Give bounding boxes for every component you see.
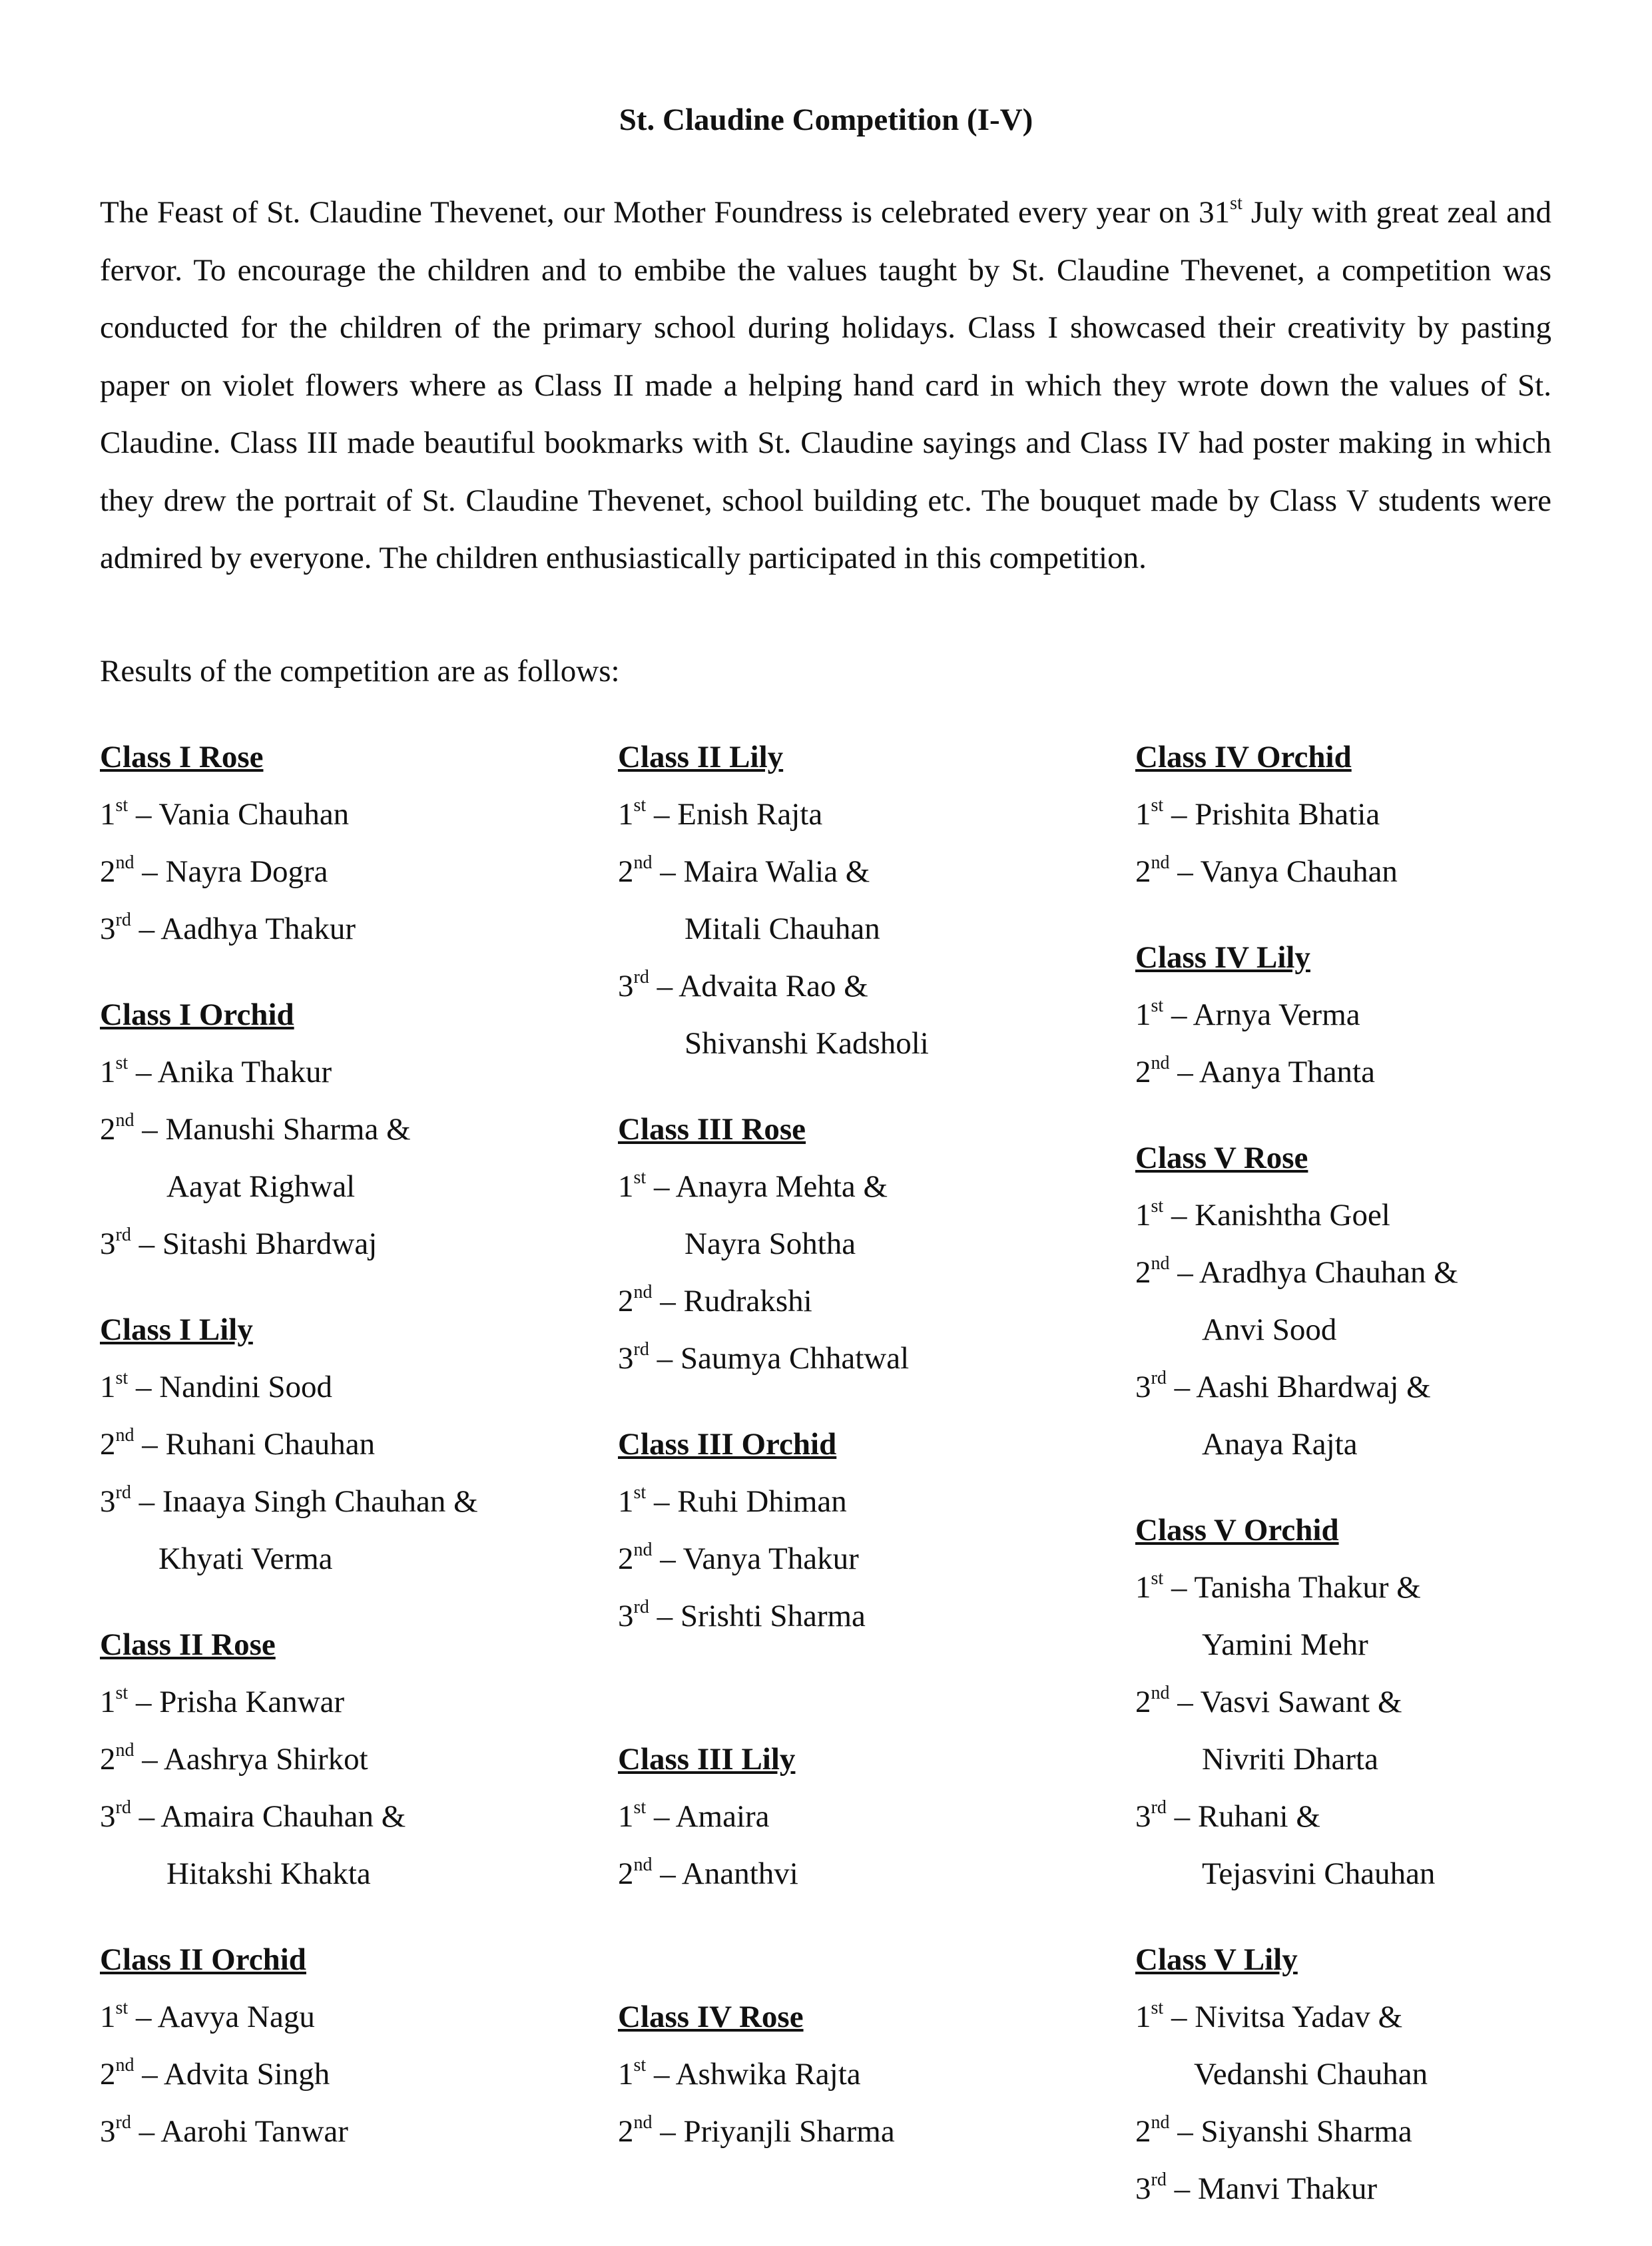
result-line: 1st – Prishita Bhatia xyxy=(1135,795,1380,832)
page-title: St. Claudine Competition (I-V) xyxy=(619,103,1033,137)
result-line: 1st – Prisha Kanwar xyxy=(100,1683,345,1719)
class-heading: Class V Lily xyxy=(1135,1942,1298,1977)
result-line-continued: Vedanshi Chauhan xyxy=(1194,2057,1428,2092)
intro-text-part2: July with great zeal and fervor. To encourage the children and to embibe the values taught by St. Claudine Thevenet, a competition was conducted for the children of the primary school during holidays. Class I showcased their creativity by pasting paper on violet flowers where as Class II made a helping hand card in which they wrote down the values of St. Claudine. Class III made beautiful bookmarks with St. Claudine sayings and Class IV had poster making in which they drew the portrait of St. Claudine Thevenet, school building etc. The bouquet made by Class V students were admired by everyone. The children enthusiastically participated in this competition. xyxy=(100,195,1551,575)
class-group xyxy=(100,728,606,958)
result-line: 2nd – Ruhani Chauhan xyxy=(100,1425,376,1462)
class-heading: Class III Rose xyxy=(618,1112,806,1147)
result-line: 3rd – Advaita Rao & xyxy=(618,967,868,1003)
result-line: 1st – Arnya Verma xyxy=(1135,995,1360,1032)
class-heading: Class II Orchid xyxy=(100,1942,306,1977)
result-line: 2nd – Manushi Sharma & xyxy=(100,1110,411,1147)
result-line: 2nd – Maira Walia & xyxy=(618,852,870,889)
result-line: 1st – Nivitsa Yadav & xyxy=(1135,1998,1403,2034)
result-line: 2nd – Priyanjli Sharma xyxy=(618,2112,895,2149)
class-group xyxy=(618,1101,1124,1387)
class-group xyxy=(1135,728,1641,900)
class-heading: Class IV Lily xyxy=(1135,940,1310,975)
class-group xyxy=(1135,1931,1641,2217)
result-line: 1st – Vania Chauhan xyxy=(100,795,350,832)
result-line: 2nd – Siyanshi Sharma xyxy=(1135,2112,1412,2149)
result-line: 3rd – Ruhani & xyxy=(1135,1797,1320,1834)
results-column-2 xyxy=(618,728,1124,2189)
result-line: 1st – Tanisha Thakur & xyxy=(1135,1568,1421,1605)
result-line: 3rd – Inaaya Singh Chauhan & xyxy=(100,1482,478,1519)
results-column-1 xyxy=(100,728,606,2189)
result-line: 3rd – Srishti Sharma xyxy=(618,1597,866,1633)
result-line: 2nd – Rudrakshi xyxy=(618,1282,812,1318)
result-line: 1st – Kanishtha Goel xyxy=(1135,1196,1390,1233)
result-line: 2nd – Nayra Dogra xyxy=(100,852,328,889)
result-line: 2nd – Aashrya Shirkot xyxy=(100,1740,368,1777)
class-group xyxy=(1135,1502,1641,1902)
result-line: 3rd – Saumya Chhatwal xyxy=(618,1339,910,1376)
class-group xyxy=(1135,929,1641,1101)
class-heading: Class IV Orchid xyxy=(1135,740,1352,774)
result-line-continued: Nivriti Dharta xyxy=(1202,1742,1378,1777)
result-line: 1st – Anayra Mehta & xyxy=(618,1167,888,1204)
class-heading: Class V Rose xyxy=(1135,1141,1308,1175)
intro-paragraph xyxy=(100,184,1551,587)
class-heading: Class III Lily xyxy=(618,1742,796,1777)
result-line-continued: Shivanshi Kadsholi xyxy=(685,1026,929,1061)
result-line: 2nd – Aanya Thanta xyxy=(1135,1053,1375,1089)
result-line: 2nd – Ananthvi xyxy=(618,1854,798,1891)
class-heading: Class I Lily xyxy=(100,1312,253,1347)
class-heading: Class V Orchid xyxy=(1135,1513,1339,1547)
result-line: 2nd – Vasvi Sawant & xyxy=(1135,1683,1402,1719)
result-line-continued: Aayat Righwal xyxy=(166,1169,356,1204)
result-line-continued: Nayra Sohtha xyxy=(685,1227,856,1261)
intro-ordinal-suffix: st xyxy=(1230,193,1242,214)
intro-text-part1: The Feast of St. Claudine Thevenet, our Mother Foundress is celebrated every year on 31 xyxy=(100,195,1231,230)
result-line: 1st – Anika Thakur xyxy=(100,1053,332,1089)
result-line: 3rd – Manvi Thakur xyxy=(1135,2169,1378,2206)
result-line-continued: Anvi Sood xyxy=(1202,1312,1337,1347)
result-line-continued: Anaya Rajta xyxy=(1202,1427,1358,1462)
class-heading: Class II Rose xyxy=(100,1627,276,1662)
class-group xyxy=(100,1931,606,2160)
result-line: 1st – Ruhi Dhiman xyxy=(618,1482,847,1519)
class-group xyxy=(618,1988,1124,2160)
class-heading: Class I Rose xyxy=(100,740,264,774)
spacer xyxy=(618,1673,1124,1731)
result-line: 3rd – Aarohi Tanwar xyxy=(100,2112,348,2149)
class-group xyxy=(618,1416,1124,1645)
result-line: 2nd – Vanya Thakur xyxy=(618,1540,859,1576)
result-line: 1st – Nandini Sood xyxy=(100,1368,332,1404)
results-column-3 xyxy=(1135,728,1641,2246)
result-line: 2nd – Advita Singh xyxy=(100,2055,330,2092)
result-line-continued: Yamini Mehr xyxy=(1202,1627,1368,1662)
result-line: 3rd – Sitashi Bhardwaj xyxy=(100,1225,378,1261)
result-line: 3rd – Aashi Bhardwaj & xyxy=(1135,1368,1431,1404)
result-line-continued: Tejasvini Chauhan xyxy=(1202,1856,1436,1891)
class-group xyxy=(618,1731,1124,1902)
result-line: 1st – Ashwika Rajta xyxy=(618,2055,861,2092)
result-line: 3rd – Aadhya Thakur xyxy=(100,910,356,946)
result-line: 2nd – Aradhya Chauhan & xyxy=(1135,1253,1458,1290)
class-heading: Class II Lily xyxy=(618,740,784,774)
result-line: 2nd – Vanya Chauhan xyxy=(1135,852,1398,889)
result-line-continued: Mitali Chauhan xyxy=(685,912,880,946)
class-group xyxy=(100,1616,606,1902)
result-line-continued: Hitakshi Khakta xyxy=(166,1856,371,1891)
class-heading: Class I Orchid xyxy=(100,997,294,1032)
class-group xyxy=(618,728,1124,1072)
class-heading: Class III Orchid xyxy=(618,1427,837,1462)
result-line: 1st – Aavya Nagu xyxy=(100,1998,315,2034)
class-group xyxy=(100,986,606,1272)
result-line-continued: Khyati Verma xyxy=(158,1542,333,1576)
spacer xyxy=(618,1931,1124,1988)
result-line: 3rd – Amaira Chauhan & xyxy=(100,1797,406,1834)
class-group xyxy=(100,1301,606,1587)
class-heading: Class IV Rose xyxy=(618,2000,804,2034)
class-group xyxy=(1135,1129,1641,1473)
results-label: Results of the competition are as follows: xyxy=(100,654,620,689)
result-line: 1st – Enish Rajta xyxy=(618,795,823,832)
result-line: 1st – Amaira xyxy=(618,1797,770,1834)
